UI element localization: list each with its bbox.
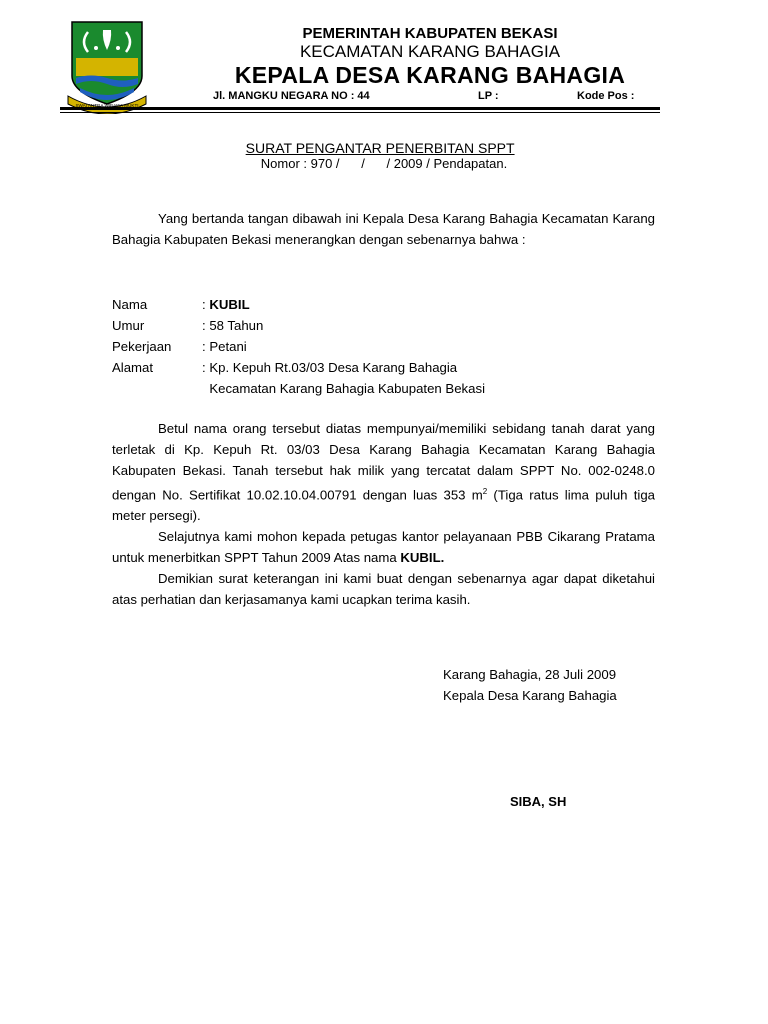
signer-name: SIBA, SH bbox=[510, 794, 567, 809]
intro-text: Yang bertanda tangan dibawah ini Kepala Desa Karang Bahagia Kecamatan Karang Bahagia Kabupaten Bekasi menerangkan dengan sebenarnya bahwa : bbox=[112, 211, 655, 247]
header-lp: LP : bbox=[478, 90, 499, 102]
field-value: KUBIL bbox=[209, 297, 250, 312]
header-government: PEMERINTAH KABUPATEN BEKASI bbox=[302, 25, 558, 42]
header-office: KEPALA DESA KARANG BAHAGIA bbox=[234, 62, 626, 88]
header-district: KECAMATAN KARANG BAHAGIA bbox=[299, 42, 561, 61]
regency-logo bbox=[66, 18, 148, 114]
header-address: Jl. MANGKU NEGARA NO : 44 bbox=[213, 90, 370, 102]
field-label: Alamat bbox=[112, 360, 154, 375]
field-value: Petani bbox=[209, 339, 247, 354]
letter-number: Nomor : 970 / / / 2009 / Pendapatan. bbox=[260, 156, 508, 171]
letter-title: SURAT PENGANTAR PENERBITAN SPPT bbox=[245, 140, 515, 156]
header-rule-thick bbox=[60, 107, 660, 110]
address-line-2: Kecamatan Karang Bahagia Kabupaten Bekasi bbox=[209, 381, 485, 396]
intro-paragraph bbox=[112, 208, 655, 250]
field-row bbox=[112, 378, 485, 399]
svg-text:SWATANTRA WIBAWA MUKTI: SWATANTRA WIBAWA MUKTI bbox=[75, 103, 139, 108]
field-value: Kp. Kepuh Rt.03/03 Desa Karang Bahagia bbox=[209, 360, 458, 375]
field-label: Umur bbox=[112, 318, 145, 333]
body-paragraphs bbox=[112, 418, 655, 610]
body-paragraph-3: Demikian surat keterangan ini kami buat dengan sebenarnya agar dapat diketahui atas perhatian dan kerjasamanya kami ucapkan terima kasih. bbox=[112, 571, 655, 608]
header-postal-code: Kode Pos : bbox=[577, 90, 635, 102]
field-label: Pekerjaan bbox=[112, 339, 172, 354]
body-paragraph-1: Betul nama orang tersebut diatas mempunyai/memiliki sebidang tanah darat yang terletak di Kp. Kepuh Rt. 03/03 Desa Karang Bahagia Kecamatan Karang Bahagia Kabupaten Bekasi. Tanah tersebut hak milik yang tercatat dalam SPPT No. 002-0248.0 dengan No. Sertifikat 10.02.10.04.00791 dengan luas 353 $m^2$ (Tiga ratus lima puluh tiga meter persegi). bbox=[112, 421, 655, 524]
field-row: Nama : KUBIL bbox=[112, 294, 485, 315]
body-paragraph-2: Selajutnya kami mohon kepada petugas kantor pelayanaan PBB Cikarang Pratama untuk menerbitkan SPPT Tahun 2009 Atas nama KUBIL. bbox=[112, 529, 655, 566]
place-date: Karang Bahagia, 28 Juli 2009 bbox=[443, 667, 617, 682]
field-label: Nama bbox=[112, 297, 148, 312]
field-row: Alamat : Kp. Kepuh Rt.03/03 Desa Karang Bahagia bbox=[112, 357, 485, 378]
field-row: Pekerjaan : Petani bbox=[112, 336, 485, 357]
signer-position: Kepala Desa Karang Bahagia bbox=[443, 688, 617, 703]
field-value: 58 Tahun bbox=[209, 318, 264, 333]
header-rule-thin bbox=[60, 112, 660, 113]
identity-fields bbox=[112, 294, 485, 399]
field-row: Umur : 58 Tahun bbox=[112, 315, 485, 336]
